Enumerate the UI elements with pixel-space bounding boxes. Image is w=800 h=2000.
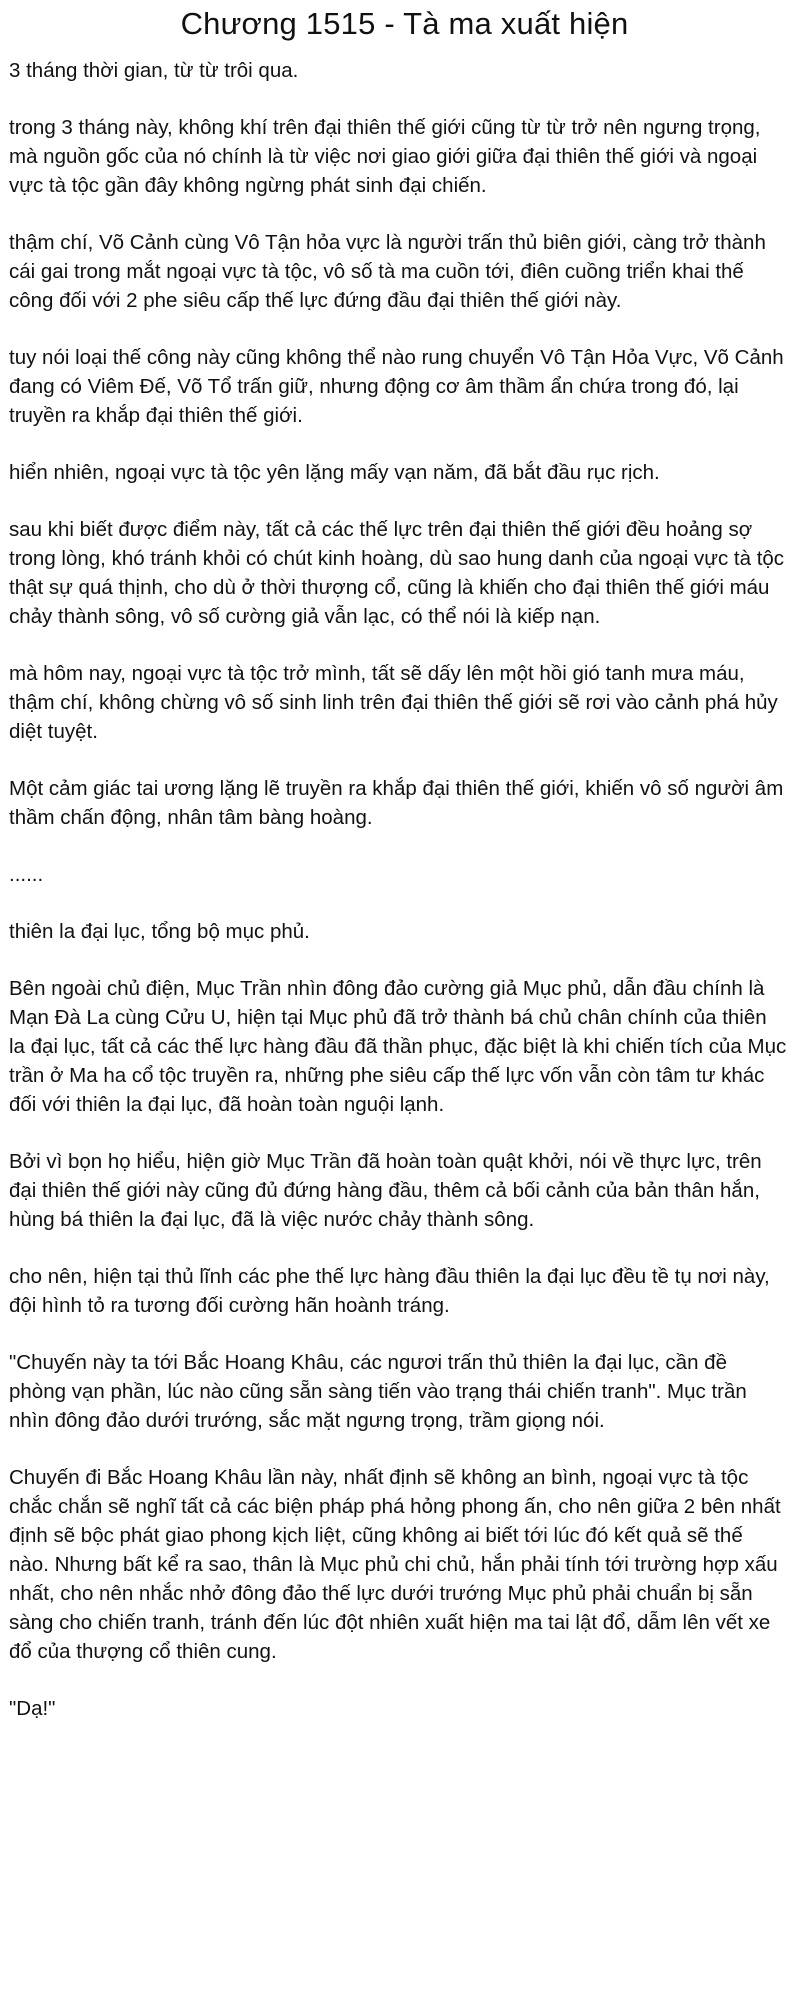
paragraph: Bên ngoài chủ điện, Mục Trần nhìn đông đảo cường giả Mục phủ, dẫn đầu chính là Mạn Đà La cùng Cửu U, hiện tại Mục phủ đã trở thành bá chủ chân chính của thiên la đại lục, tất cả các thế lực hàng đầu đã thần phục, đặc biệt là khi chiến tích của Mục trần ở Ma ha cổ tộc truyền ra, những phe siêu cấp thế lực vốn vẫn còn tâm tư khác đối với thiên la đại lục, đã hoàn toàn nguội lạnh. xyxy=(9,977,787,1116)
paragraph: Bởi vì bọn họ hiểu, hiện giờ Mục Trần đã hoàn toàn quật khởi, nói về thực lực, trên đại thiên thế giới này cũng đủ đứng hàng đầu, thêm cả bối cảnh của bản thân hắn, hùng bá thiên la đại lục, đã là việc nước chảy thành sông. xyxy=(9,1150,762,1231)
paragraph: cho nên, hiện tại thủ lĩnh các phe thế lực hàng đầu thiên la đại lục đều tề tụ nơi này, đội hình tỏ ra tương đối cường hãn hoành tráng. xyxy=(9,1265,770,1317)
paragraph: trong 3 tháng này, không khí trên đại thiên thế giới cũng từ từ trở nên ngưng trọng, mà nguồn gốc của nó chính là từ việc nơi giao giới giữa đại thiên thế giới và ngoại vực tà tộc gần đây không ngừng phát sinh đại chiến. xyxy=(9,116,761,197)
story-text xyxy=(9,56,787,1723)
scene-break: ...... xyxy=(9,863,44,886)
paragraph: tuy nói loại thế công này cũng không thể nào rung chuyển Vô Tận Hỏa Vực, Võ Cảnh đang có Viêm Đế, Võ Tổ trấn giữ, nhưng động cơ âm thầm ẩn chứa trong đó, lại truyền ra khắp đại thiên thế giới. xyxy=(9,346,784,427)
paragraph: hiển nhiên, ngoại vực tà tộc yên lặng mấy vạn năm, đã bắt đầu rục rịch. xyxy=(9,461,660,484)
paragraph: 3 tháng thời gian, từ từ trôi qua. xyxy=(9,59,299,82)
paragraph: sau khi biết được điểm này, tất cả các thế lực trên đại thiên thế giới đều hoảng sợ trong lòng, khó tránh khỏi có chút kinh hoàng, dù sao hung danh của ngoại vực tà tộc thật sự quá thịnh, cho dù ở thời thượng cổ, cũng là khiến cho đại thiên thế giới máu chảy thành sông, vô số cường giả vẫn lạc, có thể nói là kiếp nạn. xyxy=(9,518,785,628)
dialogue-paragraph: "Dạ!" xyxy=(9,1697,56,1720)
paragraph: thiên la đại lục, tổng bộ mục phủ. xyxy=(9,920,310,943)
paragraph: mà hôm nay, ngoại vực tà tộc trở mình, tất sẽ dấy lên một hồi gió tanh mưa máu, thậm chí, không chừng vô số sinh linh trên đại thiên thế giới sẽ rơi vào cảnh phá hủy diệt tuyệt. xyxy=(9,662,778,743)
paragraph: Một cảm giác tai ương lặng lẽ truyền ra khắp đại thiên thế giới, khiến vô số người âm thầm chấn động, nhân tâm bàng hoàng. xyxy=(9,777,784,829)
chapter-title: Chương 1515 - Tà ma xuất hiện xyxy=(180,6,629,41)
dialogue-paragraph: "Chuyến này ta tới Bắc Hoang Khâu, các ngươi trấn thủ thiên la đại lục, cần đề phòng vạn phần, lúc nào cũng sẵn sàng tiến vào trạng thái chiến tranh". Mục trần nhìn đông đảo dưới trướng, sắc mặt ngưng trọng, trầm giọng nói. xyxy=(9,1351,747,1432)
paragraph: Chuyến đi Bắc Hoang Khâu lần này, nhất định sẽ không an bình, ngoại vực tà tộc chắc chắn sẽ nghĩ tất cả các biện pháp phá hỏng phong ấn, cho nên giữa 2 bên nhất định sẽ bộc phát giao phong kịch liệt, cũng không ai biết tới lúc đó kết quả sẽ thế nào. Nhưng bất kể ra sao, thân là Mục phủ chi chủ, hắn phải tính tới trường hợp xấu nhất, cho nên nhắc nhở đông đảo thế lực dưới trướng Mục phủ phải chuẩn bị sẵn sàng cho chiến tranh, tránh đến lúc đột nhiên xuất hiện ma tai lật đổ, dẫm lên vết xe đổ của thượng cổ thiên cung. xyxy=(9,1466,781,1663)
paragraph: thậm chí, Võ Cảnh cùng Vô Tận hỏa vực là người trấn thủ biên giới, càng trở thành cái gai trong mắt ngoại vực tà tộc, vô số tà ma cuồn tới, điên cuồng triển khai thế công đối với 2 phe siêu cấp thế lực đứng đầu đại thiên thế giới này. xyxy=(9,231,766,312)
